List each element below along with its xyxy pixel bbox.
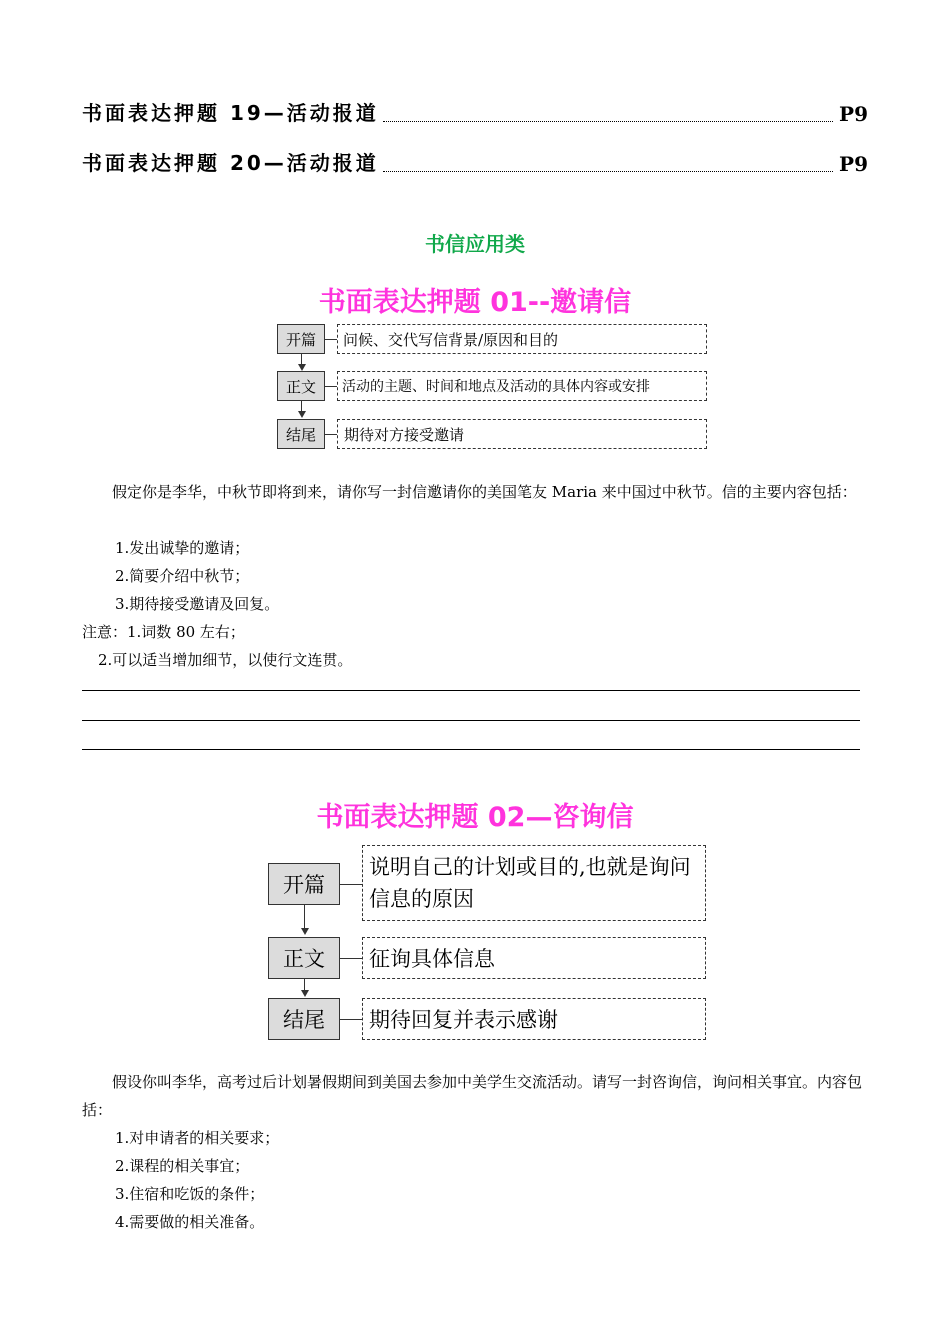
note-line: 2.可以适当增加细节，以使行文连贯。: [98, 651, 353, 669]
connector-line: [325, 339, 337, 340]
connector-line: [325, 386, 337, 387]
list-item: 2.简要介绍中秋节；: [115, 567, 250, 585]
stage-box: 结尾: [277, 419, 325, 449]
toc-entry[interactable]: [82, 98, 868, 126]
detail-box: 说明自己的计划或目的,也就是询问信息的原因: [362, 845, 706, 921]
toc-title: 书面表达押题 20—活动报道: [82, 151, 379, 175]
list-item: 1.对申请者的相关要求；: [115, 1129, 280, 1147]
arrow-head: [298, 364, 306, 371]
stage-box: 正文: [277, 371, 325, 401]
prompt-paragraph: 假设你叫李华，高考过后计划暑假期间到美国去参加中美学生交流活动。请写一封咨询信，询问相关事宜。内容包括：: [82, 1073, 863, 1119]
note-line: 注意：1.词数 80 左右；: [82, 623, 245, 641]
toc-leader-dots: [383, 121, 833, 122]
stage-box: 开篇: [277, 324, 325, 354]
detail-box: 期待回复并表示感谢: [362, 998, 706, 1040]
arrow-head: [298, 411, 306, 418]
list-item: 2.课程的相关事宜；: [115, 1157, 250, 1175]
stage-box: 结尾: [268, 998, 340, 1040]
toc-title: 书面表达押题 19—活动报道: [82, 101, 379, 125]
prompt-paragraph: 假定你是李华，中秋节即将到来，请你写一封信邀请你的美国笔友 Maria 来中国过中秋节。信的主要内容包括：: [112, 483, 857, 501]
detail-box: 活动的主题、时间和地点及活动的具体内容或安排: [337, 371, 707, 401]
toc-entry[interactable]: [82, 148, 868, 176]
stage-box: 正文: [268, 937, 340, 979]
list-item: 3.期待接受邀请及回复。: [115, 595, 280, 613]
detail-box: 问候、交代写信背景/原因和目的: [337, 324, 707, 354]
answer-line[interactable]: [82, 690, 860, 691]
arrow-head: [301, 990, 309, 997]
structure-diagram: [277, 324, 709, 450]
list-item: 1.发出诚挚的邀请；: [115, 539, 250, 557]
list-item: 4.需要做的相关准备。: [115, 1213, 265, 1231]
connector-line: [340, 884, 362, 885]
connector-line: [325, 434, 337, 435]
detail-box: 期待对方接受邀请: [337, 419, 707, 449]
connector-line: [340, 1019, 362, 1020]
answer-line[interactable]: [82, 749, 860, 750]
detail-box: 征询具体信息: [362, 937, 706, 979]
structure-diagram: [268, 845, 708, 1041]
toc-page-number: P9: [839, 102, 868, 126]
arrow-head: [301, 928, 309, 935]
toc-leader-dots: [383, 171, 833, 172]
list-item: 3.住宿和吃饭的条件；: [115, 1185, 265, 1203]
connector-line: [340, 958, 362, 959]
category-heading: 书信应用类: [425, 232, 525, 256]
toc-page-number: P9: [839, 152, 868, 176]
answer-line[interactable]: [82, 720, 860, 721]
flow-arrow: [304, 905, 305, 929]
section-title: 书面表达押题 02—咨询信: [316, 802, 634, 833]
section-title: 书面表达押题 01--邀请信: [318, 287, 632, 318]
stage-box: 开篇: [268, 863, 340, 905]
